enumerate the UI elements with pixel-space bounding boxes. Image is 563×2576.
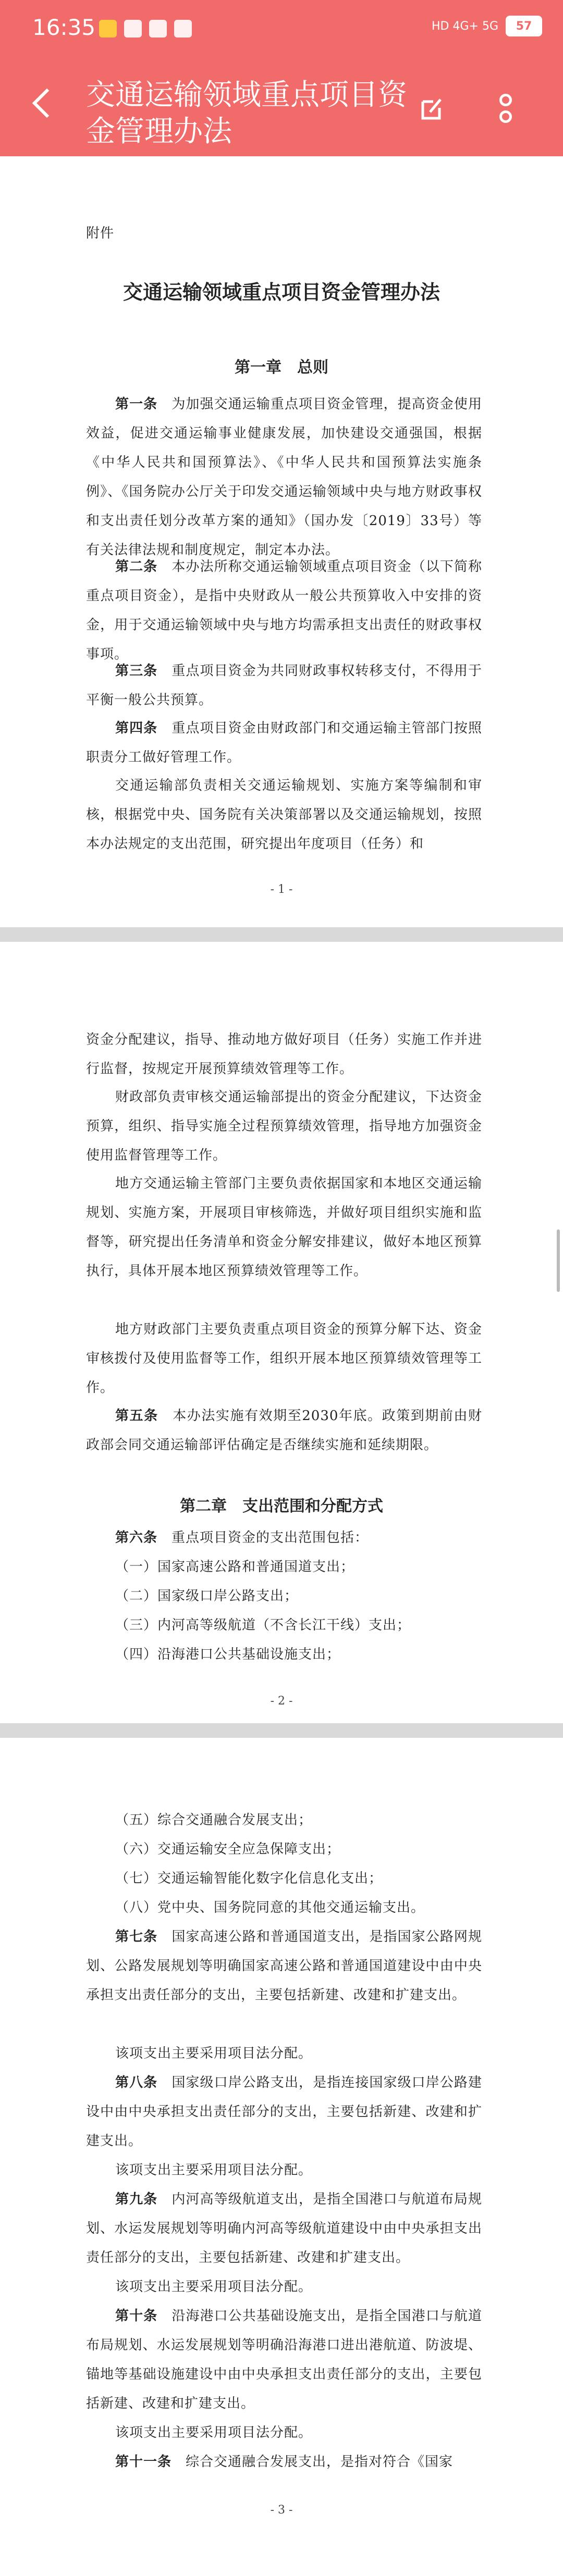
paragraph: 该项支出主要采用项目法分配。: [115, 2279, 313, 2295]
article-7: 第七条 国家高速公路和普通国道支出，是指国家公路网规划、公路发展规划等明确国家高速公路和普通国道建设中由中央承担支出责任部分的支出，主要包括新建、改建和扩建支出。: [86, 1929, 482, 2003]
page-divider: [0, 927, 563, 942]
status-bar: [0, 0, 563, 52]
edit-icon[interactable]: [420, 96, 445, 121]
list-item: （六）交通运输安全应急保障支出；: [115, 1841, 341, 1857]
list-item: （三）内河高等级航道（不含长江干线）支出；: [115, 1617, 411, 1633]
article-4: 第四条 重点项目资金由财政部门和交通运输主管部门按照职责分工做好管理工作。: [86, 720, 482, 765]
more-options-icon[interactable]: [498, 94, 513, 130]
article-8: 第八条 国家级口岸公路支出，是指连接国家级口岸公路建设中由中央承担支出责任部分的支出，主要包括新建、改建和扩建支出。: [86, 2075, 482, 2149]
article-1: 第一条 为加强交通运输重点项目资金管理，提高资金使用效益，促进交通运输事业健康发展，加快建设交通强国，根据《中华人民共和国预算法》、《中华人民共和国预算法实施条例》、《国务院办公厅关于印发交通运输领域中央与地方财政事权和支出责任划分改革方案的通知》（国办发〔2019〕33号）等有关法律法规和制度规定，制定本办法。: [86, 396, 482, 558]
document-page-3: [0, 1738, 563, 2576]
paragraph: 资金分配建议，指导、推动地方做好项目（任务）实施工作并进行监督，按规定开展预算绩效管理等工作。: [86, 1032, 482, 1077]
paragraph: 地方交通运输主管部门主要负责依据国家和本地区交通运输规划、实施方案，开展项目审核筛选，并做好项目组织实施和监督等，研究提出任务清单和资金分解安排建议，做好本地区预算执行，具体开展本地区预算绩效管理等工作。: [86, 1176, 482, 1279]
back-arrow-icon[interactable]: [32, 89, 62, 118]
article-3: 第三条 重点项目资金为共同财政事权转移支付，不得用于平衡一般公共预算。: [86, 663, 482, 708]
list-item: （一）国家高速公路和普通国道支出；: [115, 1559, 355, 1575]
chapter-heading: 第二章 支出范围和分配方式: [180, 1497, 383, 1515]
document-page-2: [0, 942, 563, 1723]
article-11: 第十一条 综合交通融合发展支出，是指对符合《国家: [115, 2454, 454, 2470]
notification-icons: [99, 20, 192, 38]
status-time: 16:35: [32, 15, 96, 40]
list-item: （四）沿海港口公共基础设施支出；: [115, 1647, 341, 1662]
list-item: （二）国家级口岸公路支出；: [115, 1588, 299, 1604]
app-header: [0, 0, 563, 156]
paragraph: 地方财政部门主要负责重点项目资金的预算分解下达、资金审核拨付及使用监督等工作，组织开展本地区预算绩效管理等工作。: [86, 1322, 482, 1396]
attachment-label: 附件: [86, 226, 115, 241]
chapter-heading: 第一章 总则: [235, 358, 328, 377]
message-icon: [124, 20, 142, 38]
paragraph: 财政部负责审核交通运输部提出的资金分配建议，下达资金预算，组织、指导实施全过程预算绩效管理，指导地方加强资金使用监督管理等工作。: [86, 1089, 482, 1163]
page-number: - 2 -: [270, 1695, 293, 1708]
paragraph: 该项支出主要采用项目法分配。: [115, 2162, 313, 2178]
network-indicator: HD 4G+ 5G: [432, 19, 498, 33]
notification-app-icon: [99, 20, 117, 38]
paragraph: 交通运输部负责相关交通运输规划、实施方案等编制和审核，根据党中央、国务院有关决策部署以及交通运输规划，按照本办法规定的支出范围，研究提出年度项目（任务）和: [86, 778, 482, 852]
battery-icon: 57: [506, 16, 542, 36]
article-6: 第六条 重点项目资金的支出范围包括：: [115, 1530, 369, 1546]
list-item: （八）党中央、国务院同意的其他交通运输支出。: [115, 1900, 425, 1915]
page-number: - 3 -: [270, 2504, 293, 2517]
article-5: 第五条 本办法实施有效期至2030年底。政策到期前由财政部会同交通运输部评估确定是否继续实施和延续期限。: [86, 1408, 482, 1453]
paragraph: 该项支出主要采用项目法分配。: [115, 2425, 313, 2441]
page-divider: [0, 1723, 563, 1738]
system-status: [432, 16, 542, 36]
article-9: 第九条 内河高等级航道支出，是指全国港口与航道布局规划、水运发展规划等明确内河高等级航道建设中由中央承担支出责任部分的支出，主要包括新建、改建和扩建支出。: [86, 2192, 482, 2266]
page-number: - 1 -: [270, 883, 293, 896]
article-2: 第二条 本办法所称交通运输领域重点项目资金（以下简称重点项目资金），是指中央财政从一般公共预算收入中安排的资金，用于交通运输领域中央与地方均需承担支出责任的财政事权事项。: [86, 559, 482, 662]
app-icon-2: [174, 20, 192, 38]
list-item: （七）交通运输智能化数字化信息化支出；: [115, 1871, 383, 1886]
page-title: 交通运输领域重点项目资金管理办法: [86, 78, 407, 148]
list-item: （五）综合交通融合发展支出；: [115, 1812, 313, 1828]
scrollbar[interactable]: [557, 1229, 560, 1292]
document-title: 交通运输领域重点项目资金管理办法: [123, 280, 440, 304]
paragraph: 该项支出主要采用项目法分配。: [115, 2046, 313, 2061]
document-page-1: [0, 156, 563, 927]
article-10: 第十条 沿海港口公共基础设施支出，是指全国港口与航道布局规划、水运发展规划等明确沿海港口进出港航道、防波堤、锚地等基础设施建设中由中央承担支出责任部分的支出，主要包括新建、改建和扩建支出。: [86, 2308, 482, 2411]
app-icon: [149, 20, 167, 38]
